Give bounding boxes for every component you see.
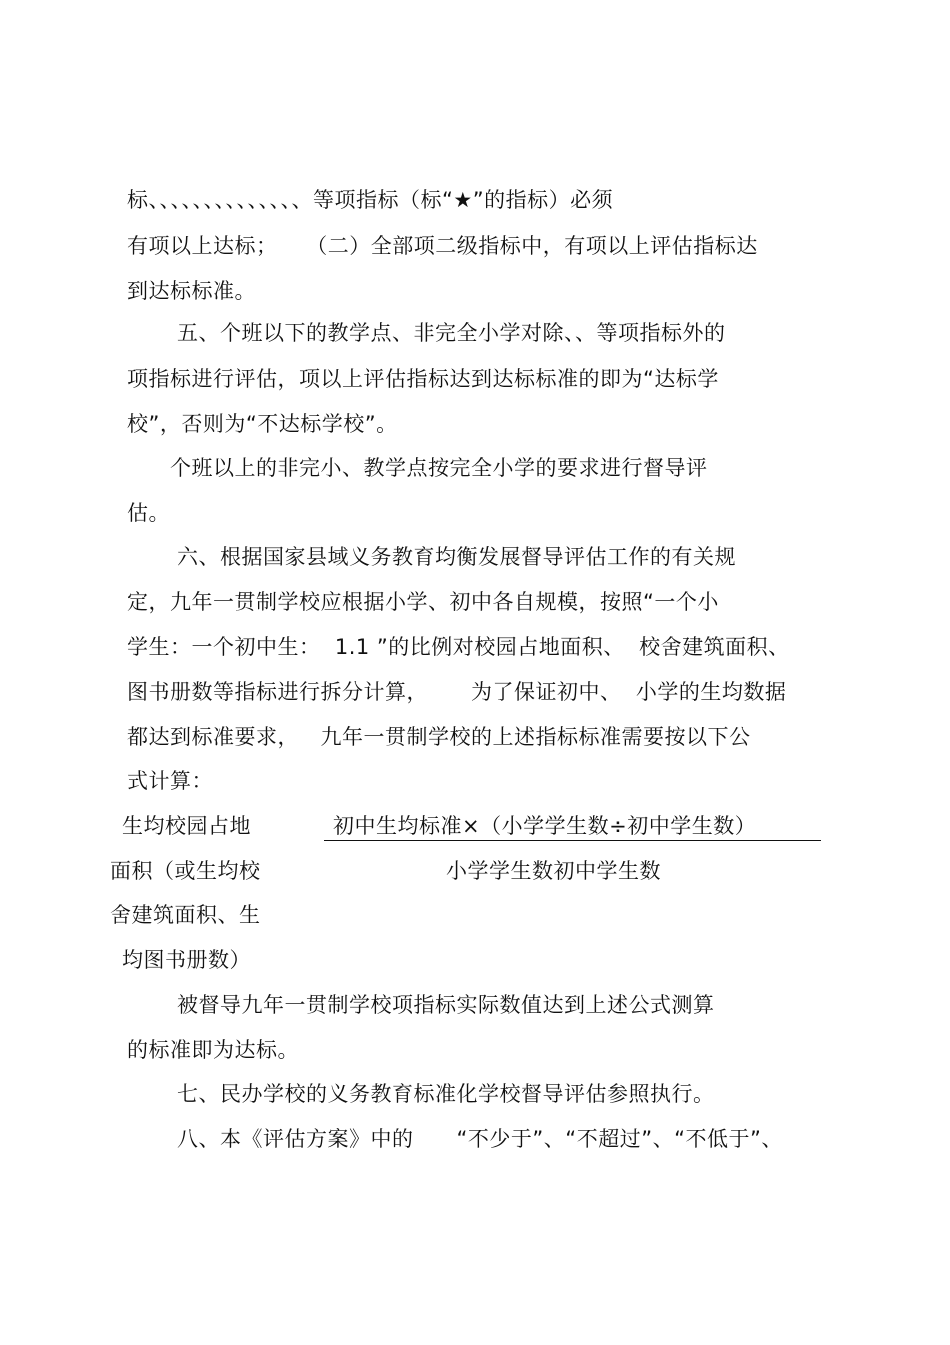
text-line: 八、本《评估方案》中的 “不少于”、“不超过”、“不低于”、 (177, 1127, 783, 1151)
text-line: 的标准即为达标。 (127, 1038, 299, 1062)
formula-label-line: 均图书册数） (122, 948, 251, 972)
text-line: 图书册数等指标进行拆分计算， 为了保证初中、 小学的生均数据 (127, 680, 787, 704)
text-line: 六、根据国家县域义务教育均衡发展督导评估工作的有关规 (177, 545, 736, 569)
text-line: 估。 (127, 501, 170, 525)
formula-label-line: 面积（或生均校 (110, 859, 261, 883)
text-line: 有项以上达标； （二）全部项二级指标中，有项以上评估指标达 (127, 234, 758, 258)
formula-label-line: 生均校园占地 (122, 814, 251, 838)
fraction-bar (324, 840, 821, 841)
text-line: 标、、、、、、、、、、、、、、等项指标（标“★”的指标）必须 (127, 188, 614, 212)
formula-numerator: 初中生均标准×（小学学生数÷初中学生数） (333, 814, 757, 838)
formula-label-line: 舍建筑面积、生 (110, 903, 261, 927)
text-line: 校”，否则为“不达标学校”。 (127, 412, 398, 436)
text-line: 个班以上的非完小、教学点按完全小学的要求进行督导评 (170, 456, 708, 480)
text-line: 定，九年一贯制学校应根据小学、初中各自规模，按照“一个小 (127, 590, 719, 614)
text-line: 式计算： (127, 769, 213, 793)
text-line: 都达到标准要求， 九年一贯制学校的上述指标标准需要按以下公 (127, 725, 751, 749)
text-line: 七、民办学校的义务教育标准化学校督导评估参照执行。 (177, 1082, 715, 1106)
text-line: 学生：一个初中生： 1.1 ”的比例对校园占地面积、 校舍建筑面积、 (127, 635, 790, 659)
text-line: 到达标标准。 (127, 279, 256, 303)
text-line: 项指标进行评估，项以上评估指标达到达标标准的即为“达标学 (127, 367, 719, 391)
formula-denominator: 小学学生数初中学生数 (446, 859, 661, 883)
text-line: 被督导九年一贯制学校项指标实际数值达到上述公式测算 (177, 993, 715, 1017)
text-line: 五、个班以下的教学点、非完全小学对除、、等项指标外的 (177, 321, 726, 345)
